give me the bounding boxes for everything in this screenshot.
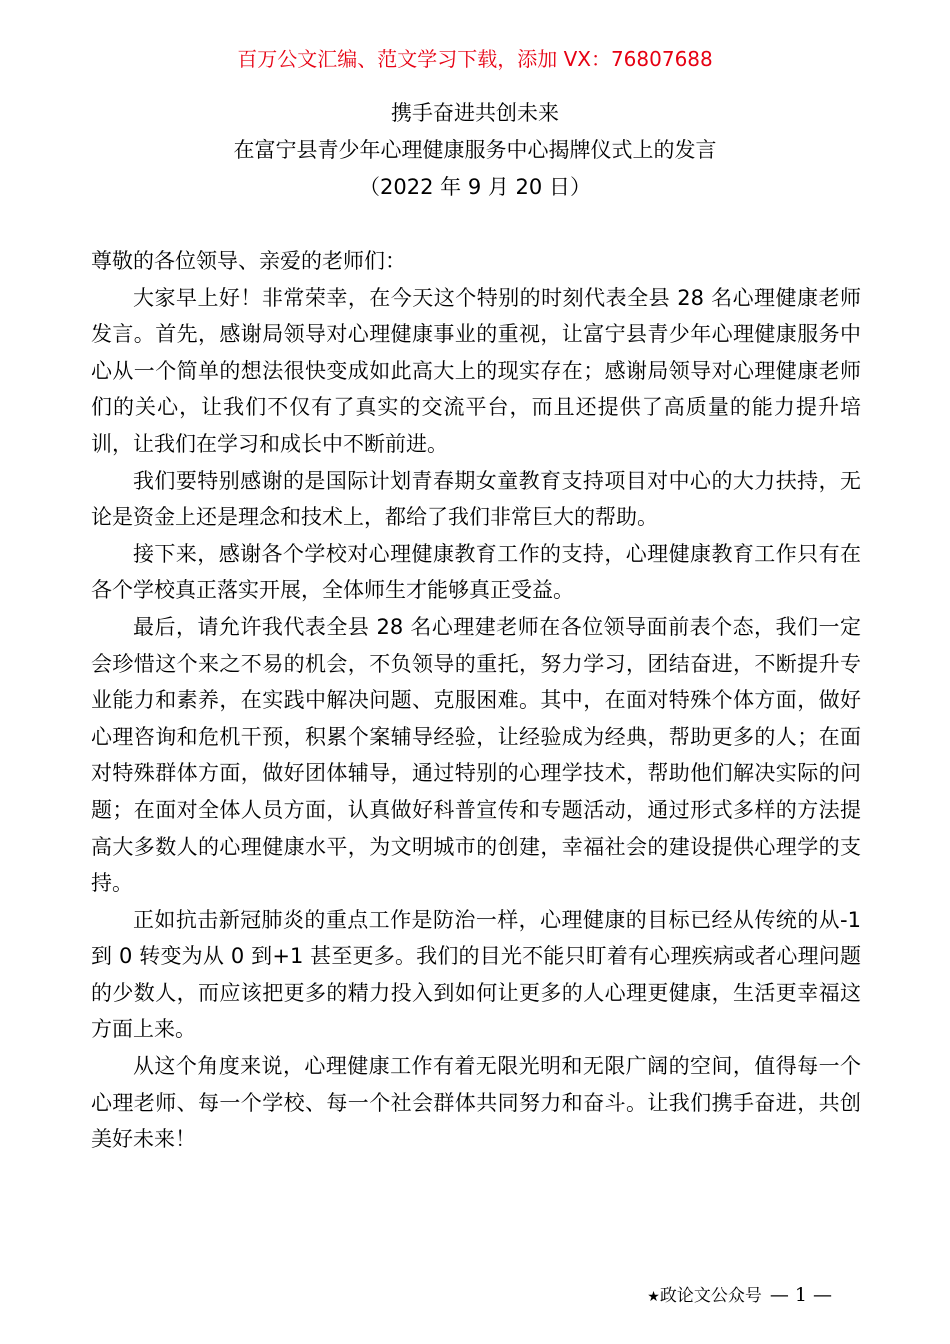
- salutation: 尊敬的各位领导、亲爱的老师们：: [91, 249, 406, 273]
- footer-source: 政论文公众号: [659, 1286, 762, 1306]
- page-number: — 1 —: [769, 1284, 832, 1306]
- paragraph: 大家早上好！非常荣幸，在今天这个特别的时刻代表全县 28 名心理健康老师发言。首先，感谢局领导对心理健康事业的重视，让富宁县青少年心理健康服务中心从一个简单的想法很快变成如此高大上的现实存在；感谢局领导对心理健康老师们的关心，让我们不仅有了真实的交流平台，而且还提供了高质量的能力提升培训，让我们在学习和成长中不断前进。: [91, 285, 861, 456]
- document-subtitle: 在富宁县青少年心理健康服务中心揭牌仪式上的发言: [233, 138, 717, 162]
- document-title: 携手奋进共创未来: [391, 101, 559, 125]
- title-block: [0, 95, 950, 206]
- paragraph: 我们要特别感谢的是国际计划青春期女童教育支持项目对中心的大力扶持，无论是资金上还是理念和技术上，都给了我们非常巨大的帮助。: [91, 468, 861, 530]
- document-date: （2022 年 9 月 20 日）: [359, 175, 591, 199]
- speech-body: [91, 243, 861, 1158]
- promo-banner: 百万公文汇编、范文学习下载，添加 VX：76807688: [237, 47, 713, 71]
- paragraph: 正如抗击新冠肺炎的重点工作是防治一样，心理健康的目标已经从传统的从-1 到 0 转变为从 0 到+1 甚至更多。我们的目光不能只盯着有心理疾病或者心理问题的少数人，而应该把更多的精力投入到如何让更多的人心理更健康，生活更幸福这方面上来。: [91, 907, 861, 1042]
- paragraph: 接下来，感谢各个学校对心理健康教育工作的支持，心理健康教育工作只有在各个学校真正落实开展，全体师生才能够真正受益。: [91, 541, 861, 603]
- page-footer: [647, 1283, 832, 1309]
- paragraph: 最后，请允许我代表全县 28 名心理建老师在各位领导面前表个态，我们一定会珍惜这个来之不易的机会，不负领导的重托，努力学习，团结奋进，不断提升专业能力和素养，在实践中解决问题、克服困难。其中，在面对特殊个体方面，做好心理咨询和危机干预，积累个案辅导经验，让经验成为经典，帮助更多的人；在面对特殊群体方面，做好团体辅导，通过特别的心理学技术，帮助他们解决实际的问题；在面对全体人员方面，认真做好科普宣传和专题活动，通过形式多样的方法提高大多数人的心理健康水平，为文明城市的创建，幸福社会的建设提供心理学的支持。: [91, 614, 861, 896]
- star-icon: ★: [647, 1289, 660, 1305]
- paragraph: 从这个角度来说，心理健康工作有着无限光明和无限广阔的空间，值得每一个心理老师、每一个学校、每一个社会群体共同努力和奋斗。让我们携手奋进，共创美好未来！: [91, 1054, 861, 1152]
